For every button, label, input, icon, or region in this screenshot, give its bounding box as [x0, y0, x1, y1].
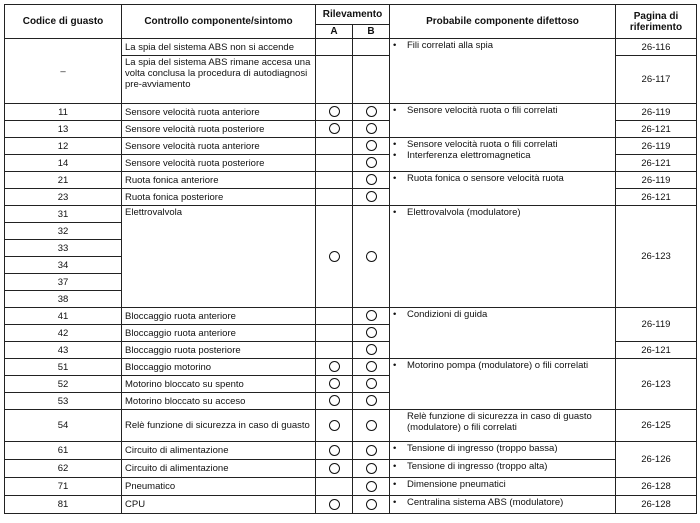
header-cause: Probabile componente difettoso: [390, 5, 616, 39]
fault-code-table: [4, 4, 697, 514]
detection-b-mark-icon: [366, 123, 377, 134]
page-cell: 26-123: [616, 206, 697, 308]
detection-b-mark-icon: [366, 395, 377, 406]
code-cell: 13: [5, 121, 122, 138]
table-row: [5, 39, 697, 56]
cause-cell: [390, 496, 616, 514]
header-page: [616, 5, 697, 39]
cause-item: • Elettrovalvola (modulatore): [393, 207, 612, 218]
component-cell: Sensore velocità ruota posteriore: [122, 121, 316, 138]
page-cell: 26-119: [616, 138, 697, 155]
code-cell: 54: [5, 410, 122, 442]
code-cell: 14: [5, 155, 122, 172]
detection-b-mark-icon: [366, 191, 377, 202]
detection-a-mark-icon: [329, 499, 340, 510]
detection-b-mark-icon: [366, 445, 377, 456]
table-row: [5, 478, 697, 496]
cause-cell: [390, 308, 616, 359]
code-cell: 32: [5, 223, 122, 240]
header-detection: Rilevamento: [316, 5, 390, 25]
header-page-line1: Pagina di: [633, 10, 679, 22]
table-row: [5, 206, 697, 223]
page-cell: 26-121: [616, 155, 697, 172]
component-cell: Sensore velocità ruota anteriore: [122, 138, 316, 155]
component-cell: Bloccaggio ruota anteriore: [122, 308, 316, 325]
code-cell: 21: [5, 172, 122, 189]
page-cell: 26-116: [616, 39, 697, 56]
page-cell: 26-121: [616, 342, 697, 359]
page-cell: 26-121: [616, 189, 697, 206]
table-row: [5, 308, 697, 325]
code-cell: 42: [5, 325, 122, 342]
detection-b-mark-icon: [366, 174, 377, 185]
cause-cell: [390, 478, 616, 496]
component-cell: La spia del sistema ABS non si accende: [122, 39, 316, 56]
code-cell: 23: [5, 189, 122, 206]
page-cell: 26-119: [616, 172, 697, 189]
cause-item: • Sensore velocità ruota o fili correlati: [393, 105, 612, 116]
code-cell: 11: [5, 104, 122, 121]
page-cell: 26-126: [616, 442, 697, 478]
detection-a-mark-icon: [329, 106, 340, 117]
table-row: [5, 172, 697, 189]
page-cell: 26-125: [616, 410, 697, 442]
cause-cell: [390, 206, 616, 308]
cause-cell: [390, 410, 616, 442]
component-cell: Sensore velocità ruota anteriore: [122, 104, 316, 121]
table-row: [5, 410, 697, 442]
code-cell: 53: [5, 393, 122, 410]
component-cell: Elettrovalvola: [122, 206, 316, 308]
code-cell: –: [5, 39, 122, 104]
detection-a-mark-icon: [329, 463, 340, 474]
table-row: [5, 104, 697, 121]
detection-a-mark-icon: [329, 420, 340, 431]
cause-cell: [390, 442, 616, 460]
cause-item: • Relè funzione di sicurezza in caso di guasto (modulatore) o fili correlati: [393, 411, 612, 433]
detection-b-mark-icon: [366, 361, 377, 372]
table-row: [5, 359, 697, 376]
header-code: Codice di guasto: [5, 5, 122, 39]
page-cell: 26-117: [616, 56, 697, 104]
detection-a-mark-icon: [329, 378, 340, 389]
cause-item: • Interferenza elettromagnetica: [393, 150, 612, 161]
code-cell: 61: [5, 442, 122, 460]
component-cell: La spia del sistema ABS rimane accesa una volta conclusa la procedura di autodiagnosi pre-avviamento: [122, 56, 316, 104]
code-cell: 71: [5, 478, 122, 496]
component-cell: Circuito di alimentazione: [122, 442, 316, 460]
detection-b-mark-icon: [366, 251, 377, 262]
component-cell: Ruota fonica posteriore: [122, 189, 316, 206]
cause-cell: [390, 460, 616, 478]
page-cell: 26-119: [616, 104, 697, 121]
component-cell: Ruota fonica anteriore: [122, 172, 316, 189]
page-cell: 26-128: [616, 496, 697, 514]
detection-b-mark-icon: [366, 481, 377, 492]
header-det-b: B: [353, 25, 390, 39]
code-cell: 12: [5, 138, 122, 155]
component-cell: Motorino bloccato su acceso: [122, 393, 316, 410]
detection-b-mark-icon: [366, 344, 377, 355]
cause-item: • Fili correlati alla spia: [393, 40, 612, 51]
code-cell: 34: [5, 257, 122, 274]
code-cell: 81: [5, 496, 122, 514]
component-cell: CPU: [122, 496, 316, 514]
cause-item: • Tensione di ingresso (troppo alta): [393, 461, 612, 472]
cause-cell: [390, 359, 616, 410]
page-cell: 26-121: [616, 121, 697, 138]
component-cell: Pneumatico: [122, 478, 316, 496]
page-cell: 26-119: [616, 308, 697, 342]
page-cell: 26-128: [616, 478, 697, 496]
code-cell: 62: [5, 460, 122, 478]
detection-a-mark-icon: [329, 361, 340, 372]
header-component: Controllo componente/sintomo: [122, 5, 316, 39]
cause-item: • Condizioni di guida: [393, 309, 612, 320]
detection-b-mark-icon: [366, 310, 377, 321]
detection-a-mark-icon: [329, 251, 340, 262]
detection-b-mark-icon: [366, 463, 377, 474]
table-row: [5, 496, 697, 514]
code-cell: 51: [5, 359, 122, 376]
component-cell: Circuito di alimentazione: [122, 460, 316, 478]
component-cell: Bloccaggio ruota posteriore: [122, 342, 316, 359]
component-cell: Bloccaggio ruota anteriore: [122, 325, 316, 342]
detection-a-mark-icon: [329, 123, 340, 134]
component-cell: Motorino bloccato su spento: [122, 376, 316, 393]
code-cell: 33: [5, 240, 122, 257]
table-row: [5, 460, 697, 478]
detection-b-mark-icon: [366, 420, 377, 431]
code-cell: 37: [5, 274, 122, 291]
cause-cell: [390, 104, 616, 138]
cause-item: • Motorino pompa (modulatore) o fili correlati: [393, 360, 612, 371]
header-page-line2: riferimento: [629, 21, 683, 33]
cause-cell: [390, 39, 616, 104]
detection-b-mark-icon: [366, 106, 377, 117]
component-cell: Bloccaggio motorino: [122, 359, 316, 376]
page-cell: 26-123: [616, 359, 697, 410]
cause-item: • Centralina sistema ABS (modulatore): [393, 497, 612, 508]
table-row: [5, 138, 697, 155]
code-cell: 43: [5, 342, 122, 359]
header-det-a: A: [316, 25, 353, 39]
detection-b-mark-icon: [366, 140, 377, 151]
detection-b-mark-icon: [366, 327, 377, 338]
cause-item: • Sensore velocità ruota o fili correlati: [393, 139, 612, 150]
cause-item: • Ruota fonica o sensore velocità ruota: [393, 173, 612, 184]
detection-b-mark-icon: [366, 499, 377, 510]
component-cell: Sensore velocità ruota posteriore: [122, 155, 316, 172]
detection-a-mark-icon: [329, 445, 340, 456]
code-cell: 41: [5, 308, 122, 325]
cause-item: • Dimensione pneumatici: [393, 479, 612, 490]
cause-cell: [390, 138, 616, 172]
cause-cell: [390, 172, 616, 206]
detection-a-mark-icon: [329, 395, 340, 406]
component-cell: Relè funzione di sicurezza in caso di guasto: [122, 410, 316, 442]
detection-b-mark-icon: [366, 378, 377, 389]
cause-item: • Tensione di ingresso (troppo bassa): [393, 443, 612, 454]
detection-b-mark-icon: [366, 157, 377, 168]
table-row: [5, 442, 697, 460]
code-cell: 31: [5, 206, 122, 223]
code-cell: 38: [5, 291, 122, 308]
code-cell: 52: [5, 376, 122, 393]
